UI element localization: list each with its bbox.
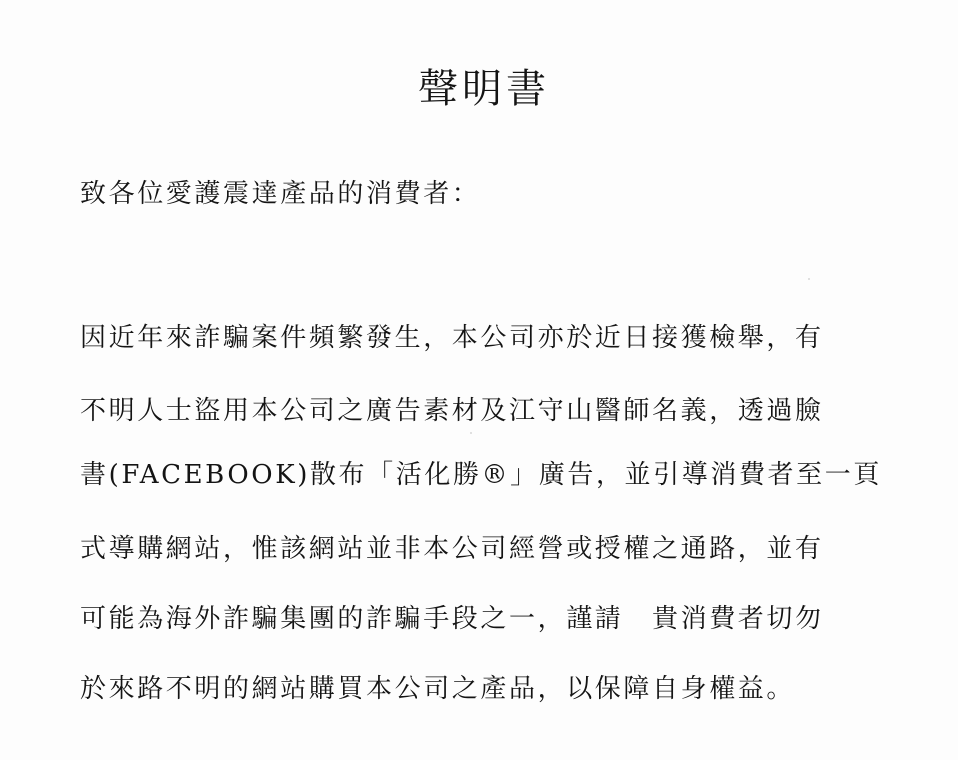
scan-artifact (520, 0, 580, 4)
body-paragraph-line-3: 書(FACEBOOK)散布「活化勝®」廣告，並引導消費者至一頁 (80, 460, 882, 490)
body-paragraph-line-1: 因近年來詐騙案件頻繁發生，本公司亦於近日接獲檢舉，有 (80, 323, 824, 353)
document-title: 聲明書 (418, 66, 550, 112)
body-paragraph-line-5: 可能為海外詐騙集團的詐騙手段之一，謹請 貴消費者切勿 (80, 604, 824, 634)
greeting-line: 致各位愛護震達產品的消費者： (80, 179, 481, 209)
body-paragraph-line-2: 不明人士盜用本公司之廣告素材及江守山醫師名義，透過臉 (80, 396, 824, 426)
scan-speck (470, 432, 472, 434)
body-paragraph-line-4: 式導購網站，惟該網站並非本公司經營或授權之通路，並有 (80, 534, 824, 564)
scan-speck (808, 278, 810, 280)
body-paragraph-line-6: 於來路不明的網站購買本公司之產品，以保障自身權益。 (80, 674, 796, 704)
